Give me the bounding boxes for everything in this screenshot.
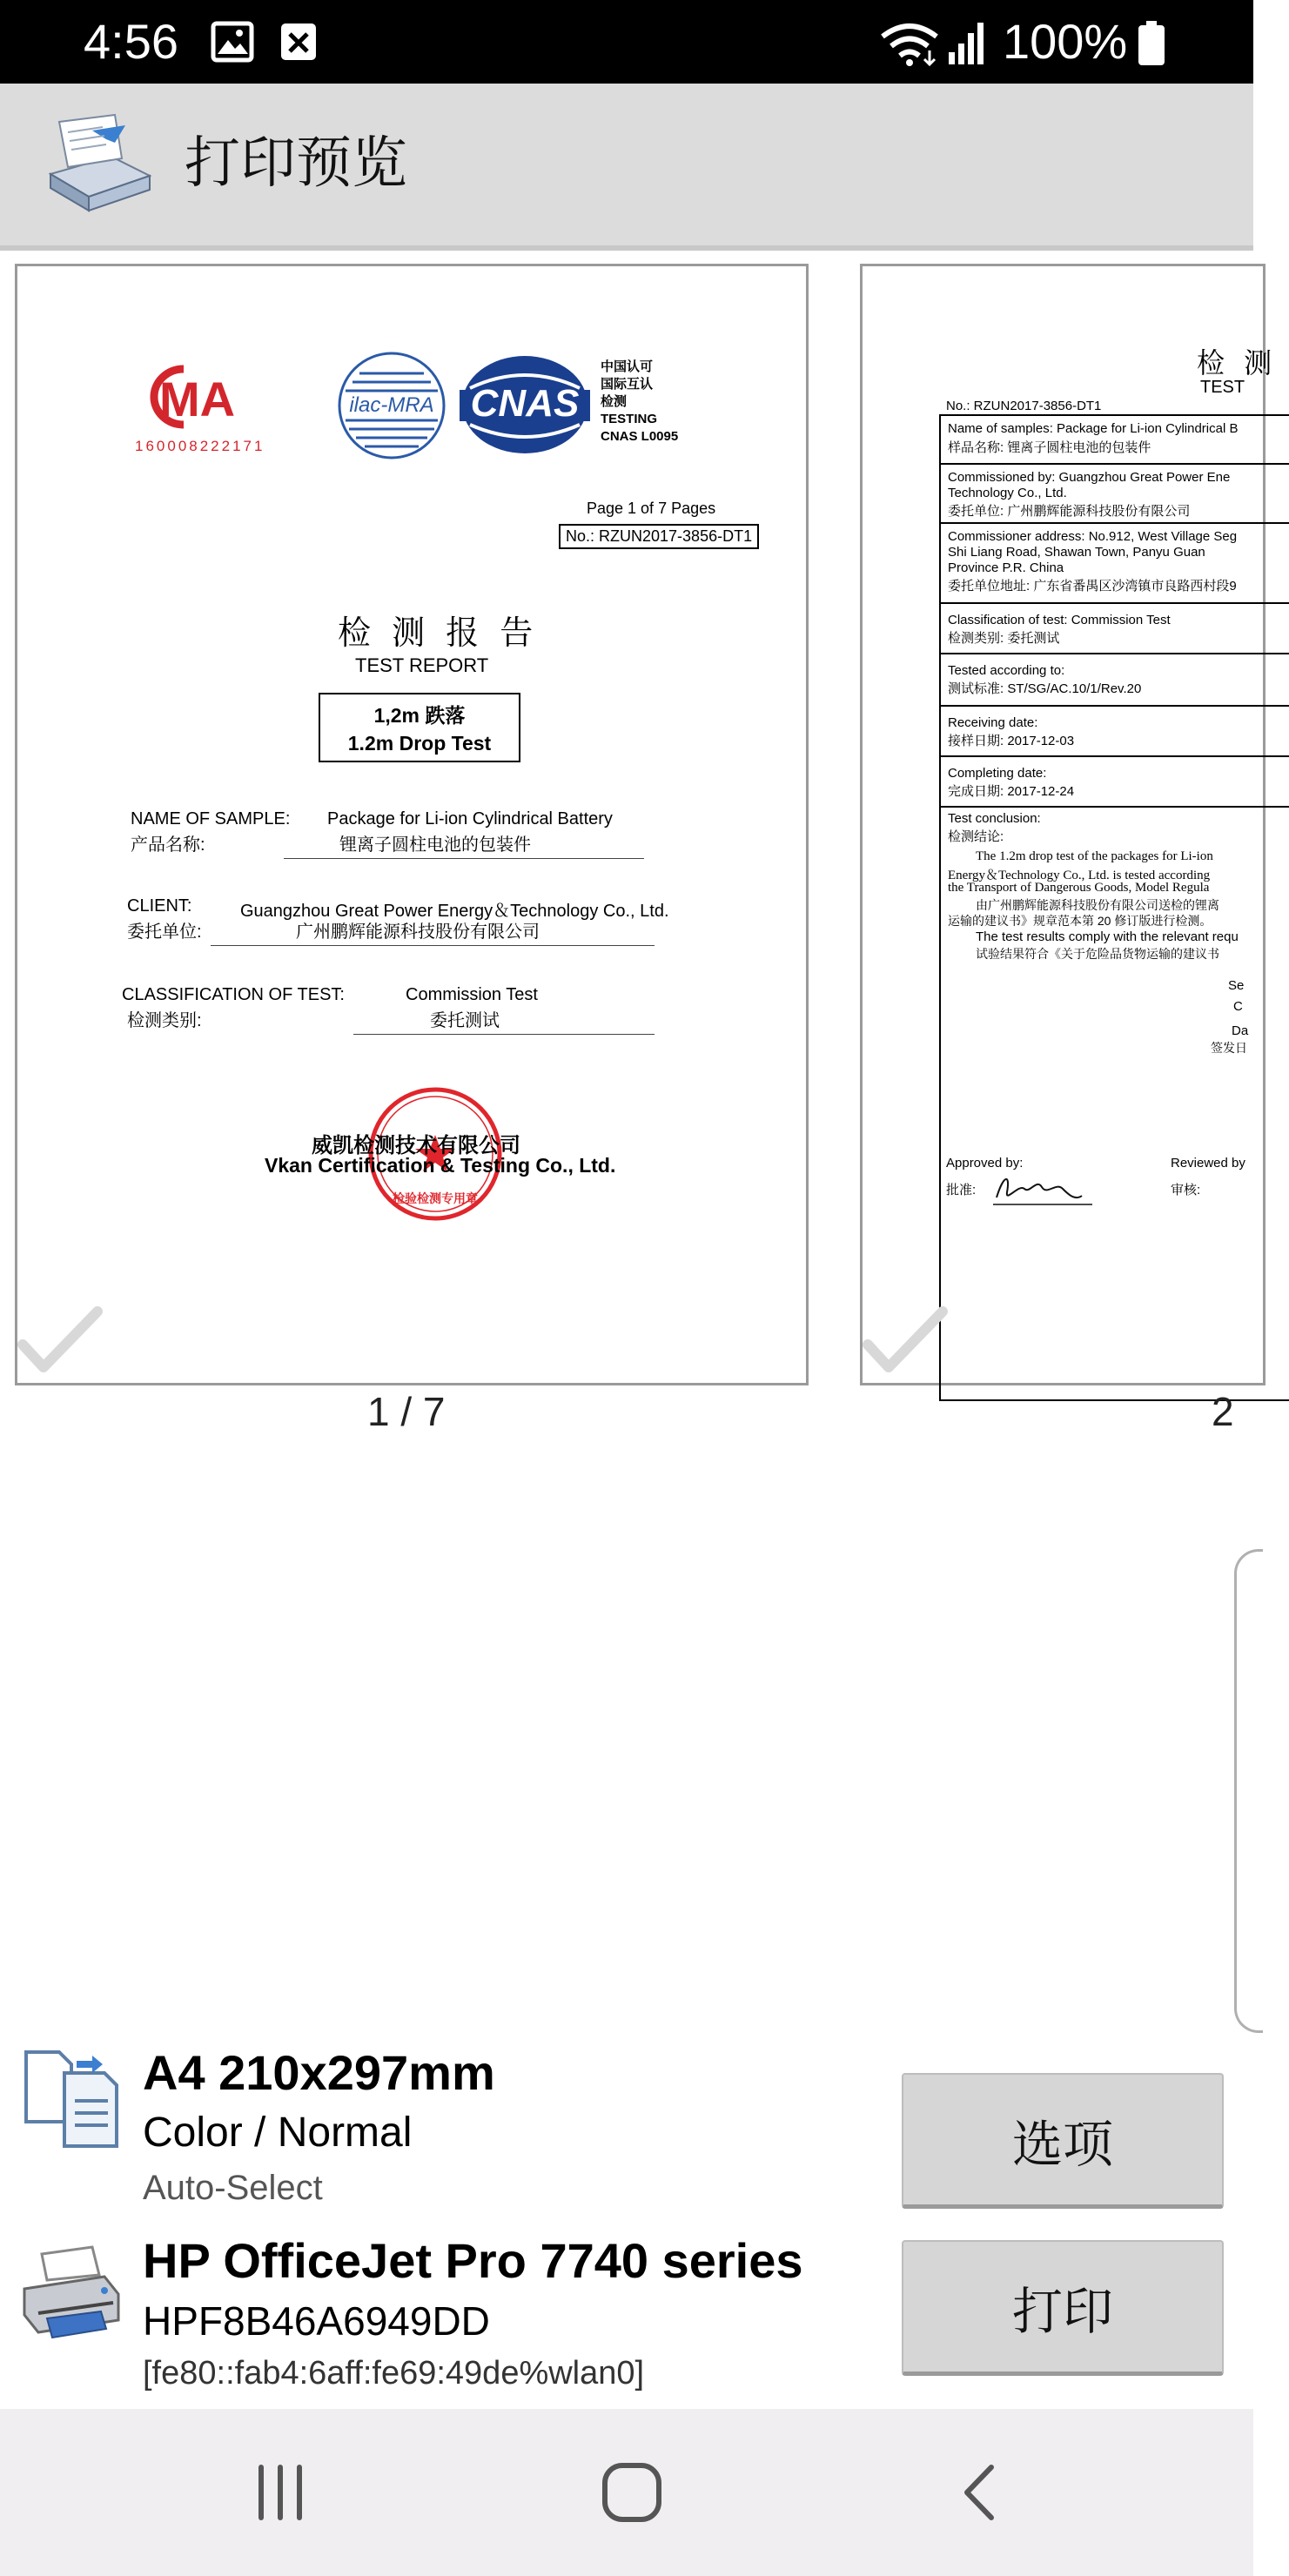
- page2-report-no: No.: RZUN2017-3856-DT1: [946, 399, 1102, 413]
- back-icon: [958, 2462, 1002, 2523]
- table-row: Commissioner address: No.912, West Village Seg Shi Liang Road, Shawan Town, Panyu Guan Province P.R. China 委托单位地址: 广东省番禺区沙湾镇市良路西村段9: [941, 522, 1289, 602]
- cma-mark-icon: [135, 362, 274, 432]
- home-button[interactable]: [588, 2449, 675, 2536]
- lab-name-en: Vkan Certification & Testing Co., Ltd.: [265, 1154, 616, 1177]
- underline: [284, 858, 644, 859]
- table-row: Commissioned by: Guangzhou Great Power Ene Technology Co., Ltd. 委托单位: 广州鹏辉能源科技股份有限公司: [941, 463, 1289, 524]
- print-button[interactable]: 打印: [902, 2240, 1224, 2376]
- underline: [353, 1034, 655, 1035]
- table-row: Test conclusion: 检测结论: The 1.2m drop test of the packages for Li-ion Energy＆Technology Co., Ltd. is tested according the Transport of Dangerous Goods, Model Regula 由广州鹏辉能源科技股份有限公司送检的锂离 运输的建议书》规章范本第 20 修订版进行检测。 The test results comply with the relevant requ 试验结果符合《关于危险品货物运输的建议书 Se C Da 签发日: [941, 806, 1289, 1138]
- page2-title-cn: 检 测: [1197, 346, 1278, 379]
- sample-label-en: NAME OF SAMPLE:: [131, 809, 291, 828]
- page-selected-check-icon[interactable]: [863, 1305, 950, 1383]
- preview-page-2[interactable]: [860, 264, 1278, 1385]
- report-title-cn: 检 测 报 告: [338, 614, 539, 652]
- image-icon: [211, 21, 254, 63]
- reviewed-label-cn: 审核:: [1171, 1183, 1201, 1197]
- table-row: Tested according to: 测试标准: ST/SG/AC.10/1/Rev.20: [941, 653, 1289, 705]
- svg-text:检验检测专用章: 检验检测专用章: [393, 1192, 478, 1206]
- recent-apps-button[interactable]: [237, 2449, 324, 2536]
- signal-icon: [947, 21, 989, 66]
- battery-icon: [1137, 21, 1166, 66]
- class-value-cn: 委托测试: [430, 1011, 500, 1030]
- report-title-en: TEST REPORT: [355, 654, 489, 676]
- page-title: 打印预览: [185, 131, 407, 196]
- report-info-table: [939, 414, 1289, 1401]
- navigation-bar: [0, 2409, 1253, 2576]
- printer-id[interactable]: HPF8B46A6949DD: [143, 2298, 490, 2344]
- sample-value-cn: 锂离子圆柱电池的包装件: [339, 835, 531, 855]
- lab-name-cn: 威凯检测技术有限公司: [312, 1134, 520, 1157]
- preview-page-1[interactable]: [15, 264, 809, 1385]
- signature-icon: [984, 1166, 1098, 1210]
- class-value-en: Commission Test: [406, 985, 538, 1004]
- class-label-en: CLASSIFICATION OF TEST:: [122, 985, 345, 1004]
- sample-label-cn: 产品名称:: [131, 835, 205, 855]
- battery-percent: 100%: [1003, 14, 1128, 69]
- svg-text:MA: MA: [159, 372, 236, 426]
- svg-text:CNAS: CNAS: [470, 382, 580, 425]
- reviewed-label-en: Reviewed by: [1171, 1156, 1245, 1171]
- client-value-cn: 广州鹏辉能源科技股份有限公司: [296, 922, 540, 942]
- title-bar: [0, 84, 1253, 251]
- approved-label-en: Approved by:: [946, 1156, 1024, 1171]
- printer-address[interactable]: [fe80::fab4:6aff:fe69:49de%wlan0]: [143, 2355, 645, 2392]
- page2-title-en: TEST: [1200, 378, 1245, 397]
- printer-name[interactable]: HP OfficeJet Pro 7740 series: [143, 2233, 803, 2288]
- client-label-cn: 委托单位:: [127, 922, 202, 942]
- paper-size[interactable]: A4 210x297mm: [143, 2045, 495, 2100]
- table-row: Name of samples: Package for Li-ion Cylindrical B 样品名称: 锂离子圆柱电池的包装件: [941, 414, 1289, 465]
- paper-settings-icon: [21, 2049, 122, 2150]
- class-label-cn: 检测类别:: [127, 1011, 202, 1030]
- client-value-en: Guangzhou Great Power Energy＆Technology Co., Ltd.: [240, 902, 669, 921]
- cma-number: 160008222171: [135, 438, 265, 454]
- printer-icon: [21, 2245, 122, 2341]
- status-bar: [0, 0, 1253, 84]
- cma-logo: [135, 362, 274, 455]
- table-row: Receiving date: 接样日期: 2017-12-03: [941, 705, 1289, 757]
- status-time: 4:56: [84, 14, 178, 69]
- sample-value-en: Package for Li-ion Cylindrical Battery: [327, 809, 613, 828]
- back-button[interactable]: [937, 2449, 1024, 2536]
- page-selected-check-icon[interactable]: [17, 1305, 104, 1383]
- svg-text:ilac-MRA: ilac-MRA: [349, 393, 434, 417]
- underline: [211, 945, 655, 946]
- recent-apps-icon: [254, 2462, 306, 2523]
- report-number-box: No.: RZUN2017-3856-DT1: [559, 524, 759, 549]
- client-label-en: CLIENT:: [127, 896, 192, 916]
- close-box-icon: [279, 21, 319, 63]
- page-number-2: 2: [1212, 1389, 1234, 1434]
- color-mode[interactable]: Color / Normal: [143, 2110, 413, 2156]
- printer-app-icon: [42, 113, 155, 218]
- home-icon: [600, 2460, 664, 2525]
- ilac-mra-logo: [335, 349, 448, 462]
- cnas-side-text: 中国认可 国际互认 检测 TESTING CNAS L0095: [601, 359, 679, 444]
- test-type-box: 1,2m 跌落 1.2m Drop Test: [319, 693, 520, 762]
- approved-label-cn: 批准:: [946, 1183, 977, 1197]
- page-of-text: Page 1 of 7 Pages: [587, 500, 716, 517]
- preview-scroll-handle[interactable]: [1234, 1549, 1263, 2033]
- table-row: Completing date: 完成日期: 2017-12-24: [941, 755, 1289, 808]
- cnas-logo: [460, 353, 590, 456]
- wifi-icon: [879, 21, 940, 66]
- options-button[interactable]: 选项: [902, 2073, 1224, 2209]
- table-row: Classification of test: Commission Test 检测类别: 委托测试: [941, 602, 1289, 654]
- paper-tray[interactable]: Auto-Select: [143, 2169, 323, 2207]
- page-number-1: 1 / 7: [367, 1389, 446, 1434]
